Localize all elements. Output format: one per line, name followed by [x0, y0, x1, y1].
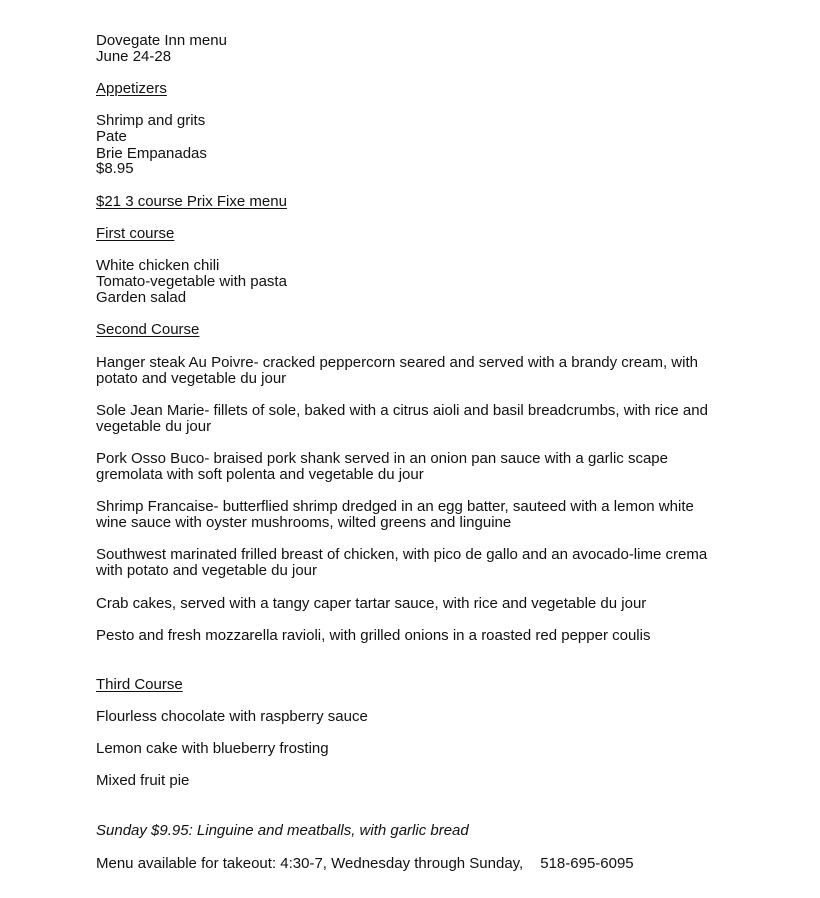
first-course-item: Garden salad: [96, 289, 187, 306]
second-course-item: Southwest marinated frilled breast of chicken, with pico de gallo and an avocado-lime crema with potato and vegetable du jour: [96, 546, 708, 579]
third-course-item: Mixed fruit pie: [96, 772, 190, 789]
second-course-item: Pork Osso Buco- braised pork shank served in an onion pan sauce with a garlic scape gremolata with soft polenta and vegetable du jour: [96, 450, 668, 483]
third-course-item: Flourless chocolate with raspberry sauce: [96, 708, 368, 725]
second-course-item: Hanger steak Au Poivre- cracked peppercorn seared and served with a brandy cream, with potato and vegetable du jour: [96, 354, 698, 387]
menu-dates: June 24-28: [96, 48, 172, 65]
second-course-item: Shrimp Francaise- butterflied shrimp dredged in an egg batter, sauteed with a lemon white wine sauce with oyster mushrooms, wilted greens and linguine: [96, 498, 694, 531]
second-course-item: Pesto and fresh mozzarella ravioli, with grilled onions in a roasted red pepper coulis: [96, 627, 651, 644]
first-course-item: White chicken chili: [96, 257, 220, 274]
phone-number: 518-695-6095: [540, 855, 634, 872]
third-course-heading: Third Course: [96, 676, 183, 693]
appetizers-heading: Appetizers: [96, 80, 167, 97]
first-course-heading: First course: [96, 225, 175, 242]
appetizer-item: Pate: [96, 128, 127, 145]
first-course-item: Tomato-vegetable with pasta: [96, 273, 287, 290]
appetizer-item: Brie Empanadas: [96, 145, 207, 162]
menu-title: Dovegate Inn menu: [96, 32, 227, 49]
takeout-text: Menu available for takeout: 4:30-7, Wednesday through Sunday,: [96, 855, 524, 872]
second-course-item: Sole Jean Marie- fillets of sole, baked with a citrus aioli and basil breadcrumbs, with rice and vegetable du jour: [96, 402, 708, 435]
second-course-heading: Second Course: [96, 321, 200, 338]
prix-fixe-heading: $21 3 course Prix Fixe menu: [96, 193, 287, 210]
takeout-info: [96, 856, 634, 872]
third-course-item: Lemon cake with blueberry frosting: [96, 740, 329, 757]
sunday-special: Sunday $9.95: Linguine and meatballs, with garlic bread: [96, 822, 469, 839]
appetizer-item: Shrimp and grits: [96, 112, 206, 129]
second-course-item: Crab cakes, served with a tangy caper tartar sauce, with rice and vegetable du jour: [96, 595, 647, 612]
appetizer-price: $8.95: [96, 160, 134, 177]
